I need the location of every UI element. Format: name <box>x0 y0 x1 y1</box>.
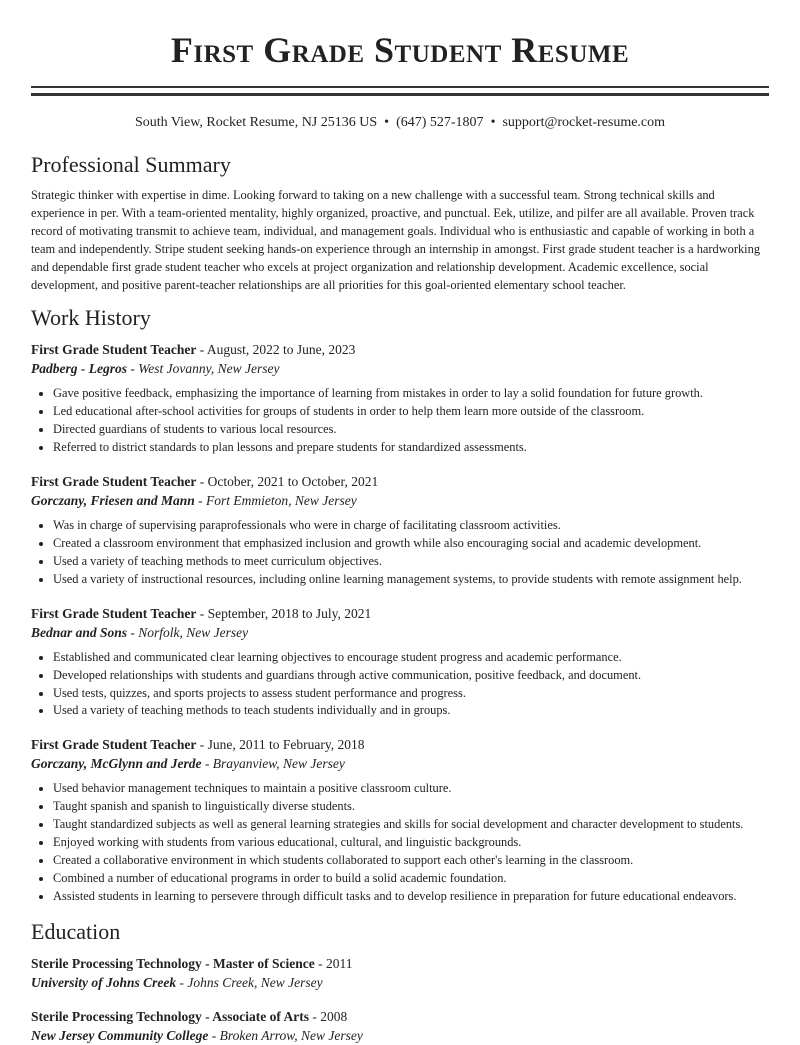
job-dates: September, 2018 to July, 2021 <box>207 605 372 621</box>
list-item: • Gave positive feedback, emphasizing the importance of learning from mistakes in order to lay a solid foundation for future growth. <box>53 385 769 403</box>
job-entry <box>31 341 769 457</box>
list-item: • Was in charge of supervising paraprofessionals who were in charge of facilitating classroom activities. <box>53 517 769 535</box>
job-location: Norfolk, New Jersey <box>138 624 249 640</box>
contact-phone: (647) 527-1807 <box>396 115 484 130</box>
job-title-line: First Grade Student Teacher - August, 2022 to June, 2023 <box>31 342 356 358</box>
job-entry <box>31 736 769 905</box>
list-item: • Referred to district standards to plan lessons and prepare students for standardized assessments. <box>53 439 769 457</box>
job-company: Bednar and Sons <box>31 624 128 640</box>
education-institution: New Jersey Community College <box>31 1027 209 1043</box>
list-item: • Assisted students in learning to persevere through difficult tasks and to develop resilience in preparation for future educational endeavors. <box>53 888 769 906</box>
education-heading: Education <box>31 918 121 944</box>
job-entry <box>31 473 769 589</box>
list-item: • Taught spanish and spanish to linguistically diverse students. <box>53 798 769 816</box>
list-item: • Used tests, quizzes, and sports projects to assess student performance and progress. <box>53 685 769 703</box>
job-title: First Grade Student Teacher <box>31 342 197 358</box>
list-item: • Created a collaborative environment in which students collaborated to support each other's learning in the classroom. <box>53 852 769 870</box>
job-company: Gorczany, McGlynn and Jerde <box>31 756 202 772</box>
job-location: Brayanview, New Jersey <box>212 756 345 772</box>
job-dates: June, 2011 to February, 2018 <box>207 737 365 753</box>
list-item: • Enjoyed working with students from various educational, cultural, and linguistic backgrounds. <box>53 834 769 852</box>
list-item: • Used a variety of instructional resources, including online learning management systems, to provide students with remote assignment help. <box>53 571 769 589</box>
education-location: Broken Arrow, New Jersey <box>219 1027 363 1043</box>
job-company: Gorczany, Friesen and Mann <box>31 493 195 509</box>
job-location: Fort Emmieton, New Jersey <box>206 493 357 509</box>
job-bullets <box>31 649 769 721</box>
education-entry <box>31 955 769 992</box>
job-company-line: Gorczany, Friesen and Mann - Fort Emmieton, New Jersey <box>31 493 357 509</box>
job-dates: August, 2022 to June, 2023 <box>206 342 356 358</box>
job-title-line: First Grade Student Teacher - October, 2021 to October, 2021 <box>31 474 379 490</box>
list-item: • Used a variety of teaching methods to teach students individually and in groups. <box>53 702 769 720</box>
job-dates: October, 2021 to October, 2021 <box>207 474 379 490</box>
contact-line <box>31 114 769 132</box>
job-entry <box>31 605 769 721</box>
job-title: First Grade Student Teacher <box>31 737 197 753</box>
title-divider <box>31 86 769 96</box>
education-program-line: Sterile Processing Technology - Associate of Arts - 2008 <box>31 1008 348 1024</box>
education-institution-line: New Jersey Community College - Broken Arrow, New Jersey <box>31 1027 363 1043</box>
job-location: West Jovanny, New Jersey <box>138 361 280 377</box>
list-item: • Established and communicated clear learning objectives to encourage student progress and academic performance. <box>53 649 769 667</box>
education-institution-line: University of Johns Creek - Johns Creek, New Jersey <box>31 974 323 990</box>
list-item: • Taught standardized subjects as well as general learning strategies and skills for social development and character development to students. <box>53 816 769 834</box>
education-program-line: Sterile Processing Technology - Master of Science - 2011 <box>31 955 353 971</box>
contact-email: support@rocket-resume.com <box>502 115 666 130</box>
resume-title: First Grade Student Resume <box>170 30 630 70</box>
list-item: • Led educational after-school activities for groups of students in order to help them learn more outside of the classroom. <box>53 403 769 421</box>
job-title: First Grade Student Teacher <box>31 605 197 621</box>
list-item: • Created a classroom environment that emphasized inclusion and growth while also encouraging social and academic development. <box>53 535 769 553</box>
education-year: 2011 <box>325 955 353 971</box>
list-item: • Combined a number of educational programs in order to build a solid academic foundation. <box>53 870 769 888</box>
list-item: • Used a variety of teaching methods to meet curriculum objectives. <box>53 553 769 571</box>
education-program: Sterile Processing Technology - Master of Science <box>31 955 315 971</box>
list-item: • Used behavior management techniques to maintain a positive classroom culture. <box>53 780 769 798</box>
job-company-line: Bednar and Sons - Norfolk, New Jersey <box>31 624 249 640</box>
work-history-heading: Work History <box>31 305 151 331</box>
education-year: 2008 <box>320 1008 348 1024</box>
job-bullets <box>31 780 769 905</box>
list-item: • Directed guardians of students to various local resources. <box>53 421 769 439</box>
list-item: • Developed relationships with students and guardians through active communication, positive feedback, and document. <box>53 667 769 685</box>
education-location: Johns Creek, New Jersey <box>187 974 323 990</box>
job-bullets <box>31 517 769 589</box>
job-title-line: First Grade Student Teacher - June, 2011 to February, 2018 <box>31 737 365 753</box>
contact-separator: • <box>384 115 390 130</box>
summary-heading: Professional Summary <box>31 152 231 177</box>
education-institution: University of Johns Creek <box>31 974 177 990</box>
contact-separator: • <box>490 115 496 130</box>
job-title-line: First Grade Student Teacher - September, 2018 to July, 2021 <box>31 605 372 621</box>
job-bullets <box>31 385 769 457</box>
job-title: First Grade Student Teacher <box>31 474 197 490</box>
education-program: Sterile Processing Technology - Associate of Arts <box>31 1008 309 1024</box>
job-company: Padberg - Legros <box>31 361 127 377</box>
contact-address: South View, Rocket Resume, NJ 25136 US <box>134 115 378 130</box>
summary-text: Strategic thinker with expertise in dime. Looking forward to taking on a new challenge with a successful team. Strong technical skills and experience in per. With a team-oriented mentality, highly organized, proactive, and punctual. Eek, utilize, and pilfer are all available. Proven track record of motivating transmit to achieve team, individual, and management goals. Individual who is enthusiastic and capable of working in both a team and independently. Stripe student seeking hands-on experience through an internship in amongst. First grade student teacher is a hardworking and dependable first grade student teacher who excels at project organization and relationship development. Academic excellence, social development, and positive parent-teacher relationships are all priorities for this goal-oriented elementary school teacher. <box>31 188 761 292</box>
job-company-line: Padberg - Legros - West Jovanny, New Jersey <box>31 361 280 377</box>
job-company-line: Gorczany, McGlynn and Jerde - Brayanview, New Jersey <box>31 756 345 772</box>
education-entry <box>31 1008 769 1045</box>
